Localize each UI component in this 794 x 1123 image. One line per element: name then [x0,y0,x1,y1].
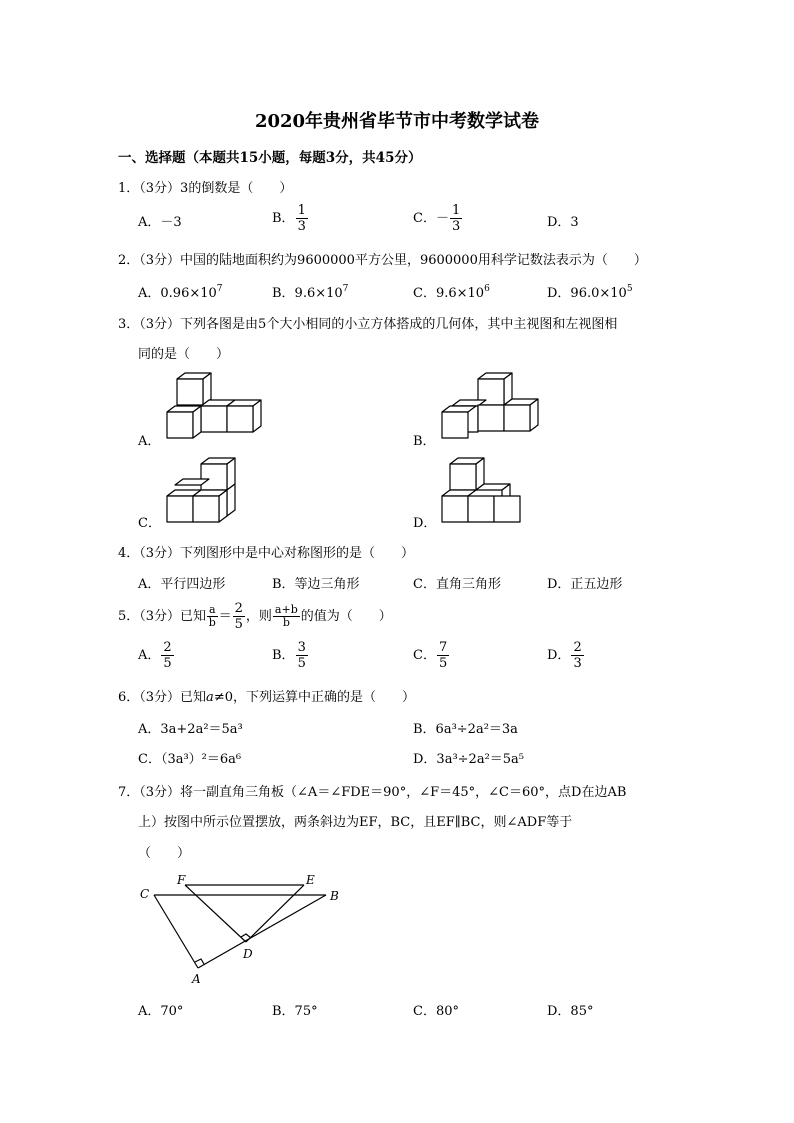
q1-option-c [413,203,463,234]
q1-b-fraction: $\frac{1}{3}$ [297,203,306,234]
q3-figure-d [435,455,525,525]
q7-option-c: C．80° [413,1004,459,1019]
q5-option-a: A． $\frac{2}{5}$ [138,640,172,671]
question-7-stem-line3: （ ） [138,846,191,861]
label-a: A [192,972,201,986]
q6-option-a: A．3a+2a²＝5a³ [138,722,243,737]
q2-option-a: A．$0.96\times 10^7$ [138,284,223,301]
section-heading: 一、选择题（本题共15小题，每题3分，共45分） [118,150,422,166]
q2-option-b: B．$9.6\times 10^7$ [272,284,349,301]
q3-figure-c [160,455,250,525]
q4-option-d: D．正五边形 [547,577,623,592]
label-b: B [330,889,339,903]
label-d: D [243,947,253,961]
q5-option-b: B． $\frac{3}{5}$ [272,640,306,671]
q4-option-a: A．平行四边形 [138,577,226,592]
q7-option-a: A．70° [138,1004,184,1019]
question-4-stem: 4．（3分）下列图形中是中心对称图形的是（ ） [118,546,415,561]
q3-option-b-label: B． [413,434,436,449]
question-7-stem-line2: 上）按图中所示位置摆放，两条斜边为EF，BC，且EF∥BC，则∠ADF等于 [138,815,573,830]
label-f: F [177,873,186,887]
question-1-stem: 1．（3分）3的倒数是（ ） [118,181,293,196]
q1-b-label: B． [272,211,295,226]
q3-option-c-label: C． [138,516,161,531]
q5-option-d: D． $\frac{2}{3}$ [547,640,582,671]
q1-c-label: C．－ [413,211,449,226]
q6-option-b: B．6a³÷2a²＝3a [413,722,518,737]
q2-option-d: D．$96.0\times 10^5$ [547,284,633,301]
q7-triangle-figure [130,868,360,988]
q1-option-b [272,203,309,234]
q6-option-d: D．3a³÷2a²＝5a⁵ [413,752,525,767]
question-6-stem: 6．（3分）已知a≠0，下列运算中正确的是（ ） [118,690,415,705]
q1-option-a: A．－3 [138,215,182,230]
question-2-stem: 2．（3分）中国的陆地面积约为9600000平方公里，9600000用科学记数法表示为（ ） [118,253,647,268]
q5-fraction-2-5: $\frac{2}{5}$ [234,601,243,632]
label-c: C [140,887,150,901]
q3-option-d-label: D． [413,516,437,531]
label-e: E [306,873,315,887]
q3-figure-b [435,370,545,440]
question-7-stem-line1: 7．（3分）将一副直角三角板（∠A＝∠FDE＝90°，∠F＝45°，∠C＝60°，点D在边AB [118,785,627,800]
q3-option-a-label: A． [138,434,161,449]
q7-option-d: D．85° [547,1004,594,1019]
q5-option-c: C． $\frac{7}{5}$ [413,640,448,671]
q5-fraction-aplusb-b: $\frac{a+b}{b}$ [274,603,298,629]
q5-fraction-a-b: $\frac{a}{b}$ [208,603,216,629]
q4-option-c: C．直角三角形 [413,577,501,592]
q1-option-d: D．3 [547,215,579,230]
question-3-stem-line1: 3．（3分）下列各图是由5个大小相同的小立方体搭成的几何体，其中主视图和左视图相 [118,317,618,332]
question-5-stem: 5．（3分）已知 $\frac{a}{b}$ ＝ $\frac{2}{5}$ ，则 $\frac{a+b}{b}$ 的值为（ ） [118,601,392,632]
q6-option-c: C．（3a³）²＝6a⁶ [138,752,242,767]
q7-option-b: B．75° [272,1004,318,1019]
q1-c-fraction: $\frac{1}{3}$ [451,203,461,234]
question-3-stem-line2: 同的是（ ） [138,347,230,362]
q4-option-b: B．等边三角形 [272,577,360,592]
q2-option-c: C．$9.6\times 10^6$ [413,284,490,301]
q3-figure-a [160,370,270,440]
page-title: 2020年贵州省毕节市中考数学试卷 [254,111,540,132]
